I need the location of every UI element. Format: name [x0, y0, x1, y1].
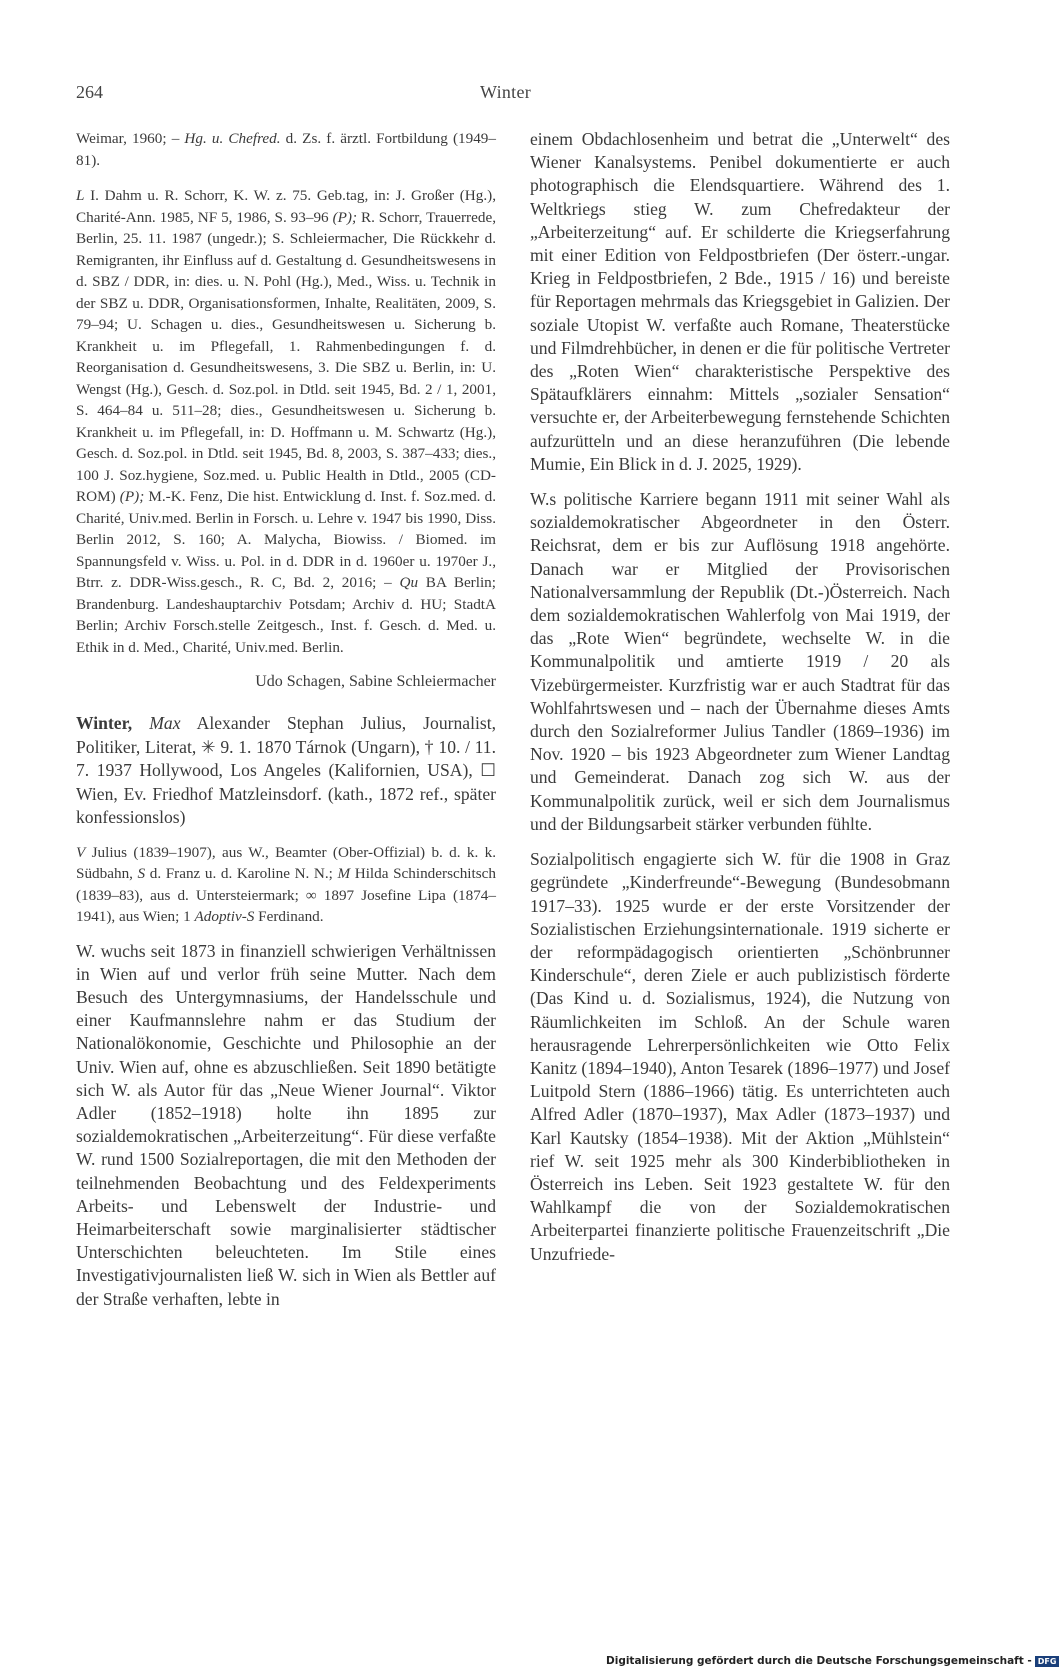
right-column — [530, 128, 950, 1278]
body-paragraph: W.s politische Karriere begann 1911 mit seiner Wahl als sozialdemokratischer Abgeordneter in den Österr. Reichsrat, dem er bis zur Auflösung 1918 angehörte. Danach war er Mitglied der Provisorischen Nationalversammlung der Republik (Dt.-)Österreich. Nach dem sozialdemokratischen Wahlerfolg von Mai 1919, der das „Rote Wien“ begründete, wechselte W. in die Kommunalpolitik und amtierte 1919 / 20 als Vizebürgermeister. Kurzfristig war er auch Stadtrat für das Wohlfahrtswesen und – nach der Übernahme dieses Amts durch den Sozialreformer Julius Tandler (1869–1936) im Nov. 1920 – bis 1923 Abgeordneter zum Wiener Landtag und Gemeinderat. Danach zog sich W. aus der Kommunalpolitik zurück, weil er sich dem Journalismus und der Bildungsarbeit stärker verbunden fühlte. — [530, 489, 950, 834]
literature-block: L I. Dahm u. R. Schorr, K. W. z. 75. Geb.tag, in: J. Großer (Hg.), Charité-Ann. 1985, NF 5, 1986, S. 93–96 (P); R. Schorr, Trauerrede, Berlin, 25. 11. 1987 (ungedr.); S. Schleiermacher, Die Rückkehr d. Remigranten, ihr Einfluss auf d. Gestaltung d. Gesundheitswesens in d. SBZ / DDR, in: dies. u. N. Pohl (Hg.), Med., Wiss. u. Technik in der SBZ u. DDR, Organisationsformen, Inhalte, Realitäten, 2009, S. 79–94; U. Schagen u. dies., Gesundheitswesen u. Sicherung b. Krankheit u. im Pflegefall, 1. Rahmenbedingungen f. d. Reorganisation d. Gesundheitswesens, 3. Die SBZ u. Berlin, in: U. Wengst (Hg.), Gesch. d. Soz.pol. in Dtld. seit 1945, Bd. 2 / 1, 2001, S. 464–84 u. 511–28; dies., Gesundheitswesen u. Sicherung b. Krankheit u. im Pflegefall, in: D. Hoffmann u. M. Schwartz (Hg.), Gesch. d. Soz.pol. in Dtld. seit 1945, Bd. 8, 2003, S. 387–433; dies., 100 J. Soz.hygiene, Soz.med. u. Public Health in Dtld., 2005 (CD-ROM) (P); M.-K. Fenz, Die hist. Entwicklung d. Inst. f. Soz.med. d. Charité, Univ.med. Berlin in Forsch. u. Lehre v. 1947 bis 1990, Diss. Berlin 2012, S. 160; A. Malycha, Biowiss. / Biomed. im Spannungsfeld v. Wiss. u. Pol. in d. DDR in d. 1960er u. 1970er J., Btrr. z. DDR-Wiss.gesch., R. C, Bd. 2, 2016; – Qu BA Berlin; Brandenburg. Landeshauptarchiv Potsdam; Archiv d. HU; StadtA Berlin; Archiv Forsch.stelle Zeitgesch., Inst. f. Gesch. d. Med. u. Ethik in d. Med., Charité, Univ.med. Berlin. — [76, 187, 496, 656]
running-head: Winter — [480, 82, 532, 102]
given-name: Max — [149, 713, 181, 733]
page-header — [76, 82, 994, 112]
previous-entry-tail: Weimar, 1960; – Hg. u. Chefred. d. Zs. f. ärztl. Fortbildung (1949–81). — [76, 130, 496, 169]
dfg-logo-icon: DFG — [1035, 1656, 1059, 1667]
footer-text: Digitalisierung gefördert durch die Deutsche Forschungsgemeinschaft - — [606, 1655, 1032, 1667]
genealogy-block: V Julius (1839–1907), aus W., Beamter (Ober-Offizial) b. d. k. k. Südbahn, S d. Franz u. d. Karoline N. N.; M Hilda Schinderschitsch (1839–83), aus d. Untersteiermark; ∞ 1897 Josefine Lipa (1874–1941), aus Wien; 1 Adoptiv-S Ferdinand. — [76, 843, 496, 925]
body-paragraph: Sozialpolitisch engagierte sich W. für die 1908 in Graz gegründete „Kinderfreunde“-Bewegung (Bundesobmann 1917–33). 1925 wurde er der erste Vorsitzender der Sozialistischen Erziehungsinternationale. 1919 sicherte er der reformpädagogisch orientierten „Schönbrunner Kinderschule“, deren Ziele er auch publizistisch förderte (Das Kind u. d. Sozialismus, 1924), die Nutzung von Räumlichkeiten im Schloß. An der Schule waren herausragende Lehrerpersönlichkeiten wie Otto Felix Kanitz (1894–1940), Anton Tesarek (1896–1977) und Josef Luitpold Stern (1886–1966) tätig. Es unterrichteten auch Alfred Adler (1870–1937), Max Adler (1873–1937) und Karl Kautsky (1854–1938). Mit der Aktion „Mühlstein“ rief W. seit 1925 mehr als 300 Kinderbibliotheken in Österreich ins Leben. Seit 1923 gestaltete W. für den Wahlkampf die von der Sozialdemokratischen Arbeiterpartei finanzierte politische Frauenzeitschrift „Die Unzufriede- — [530, 849, 950, 1264]
digitization-footer — [606, 1655, 1059, 1667]
entry-heading: Winter, Max Alexander Stephan Julius, Journalist, Politiker, Literat, ✳ 9. 1. 1870 Tárnok (Ungarn), † 10. / 11. 7. 1937 Hollywood, Los Angeles (Kalifornien, USA), ☐ Wien, Ev. Friedhof Matzleinsdorf. (kath., 1872 ref., später konfessionslos) — [76, 713, 496, 827]
headword: Winter, — [76, 713, 133, 733]
body-paragraph: W. wuchs seit 1873 in finanziell schwierigen Verhältnissen in Wien auf und verlor früh seine Mutter. Nach dem Besuch des Untergymnasiums, der Handelsschule und einer Kaufmannslehre nahm er das Studium der Nationalökonomie, Geschichte und Philosophie an der Univ. Wien auf, ohne es abzuschließen. Seit 1890 betätigte sich W. als Autor für das „Neue Wiener Journal“. Viktor Adler (1852–1918) holte ihn 1895 zur sozialdemokratischen „Arbeiterzeitung“. Für diese verfaßte W. rund 1500 Sozialreportagen, die mit den Methoden der teilnehmenden Beobachtung und des Feldexperiments Arbeits- und Lebenswelt der Industrie- und Heimarbeiterschaft sowie marginalisierter städtischer Unterschichten beleuchteten. Im Stile eines Investigativjournalisten ließ W. sich in Wien als Bettler auf der Straße verhaften, lebte in — [76, 940, 496, 1309]
page-number: 264 — [76, 82, 103, 102]
article-authors: Udo Schagen, Sabine Schleiermacher — [255, 673, 496, 690]
left-column — [76, 128, 496, 1323]
body-paragraph: einem Obdachlosenheim und betrat die „Unterwelt“ des Wiener Kanalsystems. Penibel dokumentierte er auch photographisch die Elendsquartiere. Während des 1. Weltkriegs stieg W. zum Chefredakteur der „Arbeiterzeitung“ auf. Er schilderte die Kriegserfahrung mit einer Edition von Feldpostbriefen (Der österr.-ungar. Krieg in Feldpostbriefen, 2 Bde., 1915 / 16) und bereiste für Reportagen mehrmals das Kriegsgebiet in Galizien. Der soziale Utopist W. verfaßte auch Romane, Theaterstücke und Filmdrehbücher, in denen er die für politische Vertreter des „Roten Wien“ charakteristische Perspektive des Spätaufklärers einnahm: Mittels „sozialer Sensation“ versuchte er, der Arbeiterbewegung fernstehende Schichten aufzurütteln und an diese heranzuführen (Die lebende Mumie, Ein Blick in d. J. 2025, 1929). — [530, 129, 950, 474]
